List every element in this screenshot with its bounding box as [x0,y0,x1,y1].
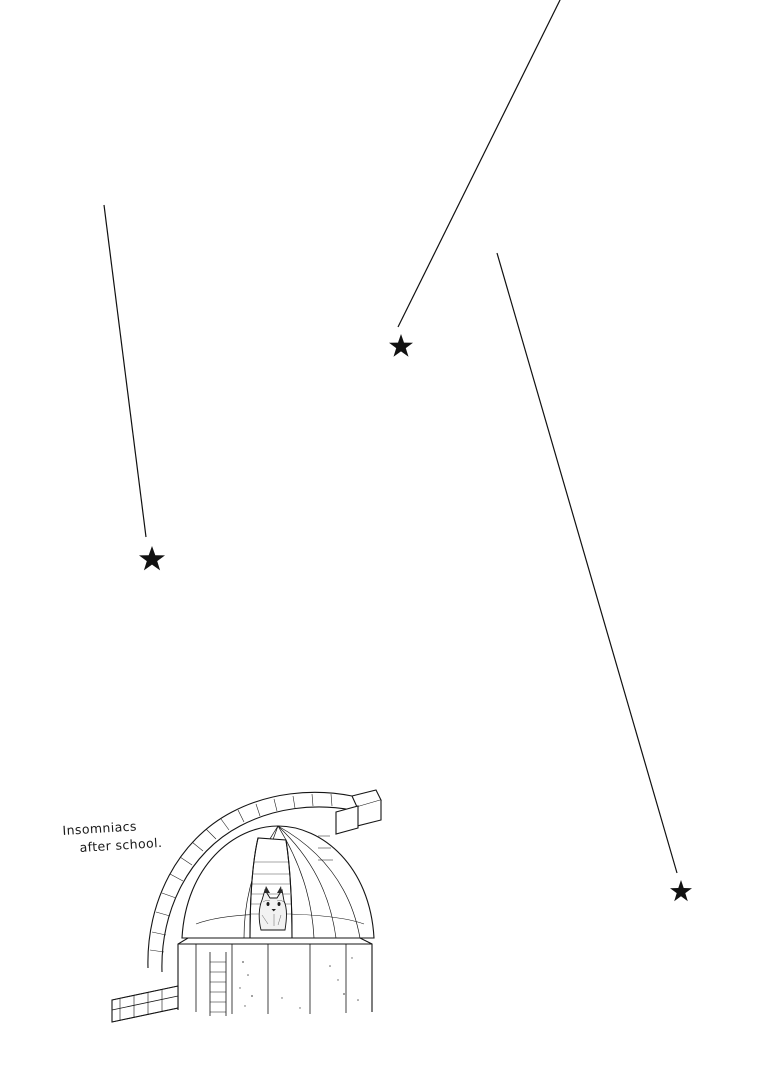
caption-line-2: after school. [79,835,163,856]
caption-text [62,816,163,858]
caption-line-1: Insomniacs [62,818,138,838]
